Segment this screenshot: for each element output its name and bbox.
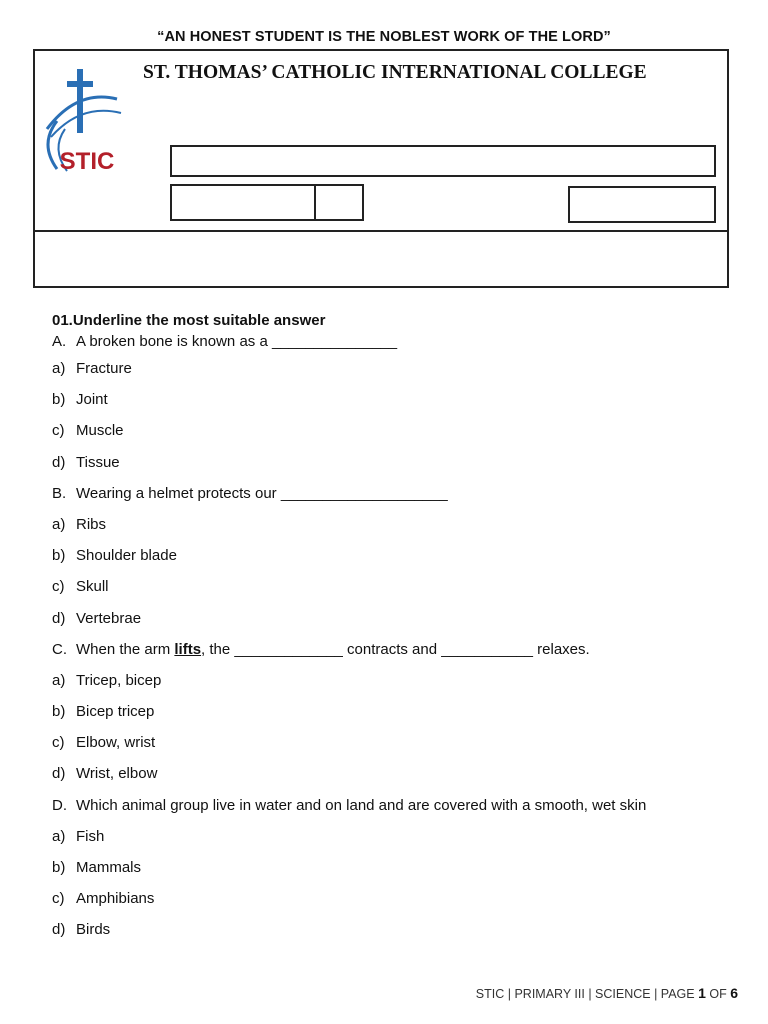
item-label: c) [52, 578, 65, 596]
answer-option[interactable] [52, 353, 752, 384]
answer-option[interactable] [52, 696, 752, 727]
item-text-pre: When the arm [76, 640, 175, 658]
item-text: A broken bone is known as a _______________ [76, 333, 398, 350]
item-label: d) [52, 765, 66, 783]
item-text [76, 634, 590, 665]
school-logo [37, 69, 129, 179]
item-text: Bicep tricep [76, 703, 155, 721]
item-label: b) [52, 859, 66, 876]
item-text: Fish [76, 827, 105, 845]
question-section [52, 311, 752, 946]
date-field[interactable] [568, 186, 716, 223]
item-label: a) [52, 671, 66, 689]
question-item [52, 790, 752, 821]
item-text: Tissue [76, 453, 120, 471]
question-item [52, 331, 752, 353]
item-label: c) [52, 890, 65, 908]
item-label: a) [52, 515, 66, 533]
header-divider [35, 230, 727, 232]
question-item [52, 478, 752, 509]
item-label: C. [52, 640, 67, 658]
answer-option[interactable] [52, 914, 752, 945]
answer-option[interactable] [52, 852, 752, 883]
item-label: A. [52, 333, 67, 350]
answer-option[interactable] [52, 727, 752, 758]
item-text-emphasis: lifts [174, 640, 202, 658]
item-label: d) [52, 609, 66, 627]
item-text: Joint [76, 391, 108, 409]
footer-of: OF [705, 987, 731, 1001]
item-text: Ribs [76, 515, 107, 533]
question-item [52, 634, 752, 665]
answer-option[interactable] [52, 758, 752, 789]
answer-option[interactable] [52, 447, 752, 478]
item-label: d) [52, 453, 66, 471]
answer-option[interactable] [52, 883, 752, 914]
item-label: c) [52, 422, 65, 440]
answer-option[interactable] [52, 540, 752, 571]
page-footer [476, 985, 738, 1001]
item-label: d) [52, 921, 66, 939]
item-label: D. [52, 796, 67, 814]
answer-option[interactable] [52, 415, 752, 446]
item-label: a) [52, 360, 66, 377]
footer-total: 6 [730, 985, 738, 1001]
footer-text: STIC | PRIMARY III | SCIENCE | PAGE [475, 987, 699, 1001]
question-list [52, 331, 752, 946]
item-text: Fracture [76, 360, 132, 377]
item-text: Elbow, wrist [76, 734, 156, 752]
class-field[interactable] [170, 184, 364, 221]
item-text: Which animal group live in water and on land and are covered with a smooth, wet skin [76, 796, 647, 814]
item-text: Shoulder blade [76, 547, 177, 565]
answer-option[interactable] [52, 571, 752, 602]
item-text: Skull [76, 578, 109, 596]
answer-option[interactable] [52, 821, 752, 852]
item-text: Vertebrae [76, 609, 142, 627]
item-text: Muscle [76, 422, 124, 440]
item-text: Wearing a helmet protects our ____________________ [76, 484, 448, 502]
header-box [33, 49, 729, 288]
class-field-divider [314, 186, 316, 219]
item-label: c) [52, 734, 65, 752]
item-label: B. [52, 484, 67, 502]
item-label: b) [52, 547, 66, 565]
item-label: b) [52, 703, 66, 721]
item-text-post: , the _____________ contracts and ___________ relaxes. [201, 640, 590, 658]
answer-option[interactable] [52, 384, 752, 415]
school-motto: “AN HONEST STUDENT IS THE NOBLEST WORK OF THE LORD” [157, 29, 611, 45]
item-text: Wrist, elbow [76, 765, 158, 783]
item-text: Amphibians [76, 890, 155, 908]
item-text: Mammals [76, 859, 142, 876]
item-label: a) [52, 827, 66, 845]
item-text: Tricep, bicep [76, 671, 162, 689]
school-name: ST. THOMAS’ CATHOLIC INTERNATIONAL COLLEGE [143, 62, 647, 83]
item-label: b) [52, 391, 66, 409]
section-title: 01.Underline the most suitable answer [52, 312, 326, 329]
student-name-field[interactable] [170, 145, 716, 177]
item-text: Birds [76, 921, 111, 939]
answer-option[interactable] [52, 665, 752, 696]
logo-text: STIC [59, 148, 115, 175]
answer-option[interactable] [52, 603, 752, 634]
answer-option[interactable] [52, 509, 752, 540]
footer-page: 1 [698, 985, 706, 1001]
